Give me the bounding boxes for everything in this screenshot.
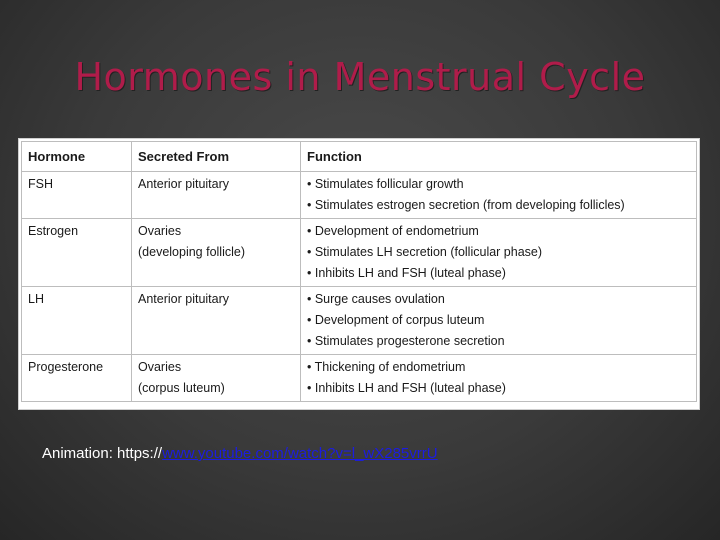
table-row-fsh — [22, 172, 697, 219]
hormone-table — [21, 141, 697, 402]
cell-hormone — [22, 172, 132, 219]
column-header-function: Function — [301, 142, 697, 172]
cell-source — [132, 355, 301, 402]
animation-caption — [42, 445, 438, 462]
cell-source — [132, 172, 301, 219]
hormone-name: Estrogen — [28, 224, 79, 238]
hormone-name: FSH — [28, 177, 53, 191]
source-line: (corpus luteum) — [138, 381, 225, 395]
function-line: • Surge causes ovulation — [307, 292, 445, 306]
hormone-table-panel — [18, 138, 700, 410]
function-line: • Stimulates LH secretion (follicular phase) — [307, 245, 543, 259]
cell-source — [132, 287, 301, 355]
cell-source — [132, 219, 301, 287]
source-line: Anterior pituitary — [138, 177, 230, 191]
table-row-progesterone — [22, 355, 697, 402]
function-line: • Stimulates estrogen secretion (from developing follicles) — [307, 198, 625, 212]
slide-title: Hormones in Menstrual Cycle — [74, 55, 646, 99]
function-line: • Thickening of endometrium — [307, 360, 466, 374]
function-line: • Development of endometrium — [307, 224, 479, 238]
cell-function — [301, 219, 697, 287]
source-line: Ovaries — [138, 224, 182, 238]
cell-function — [301, 172, 697, 219]
caption-prefix: Animation: https:// — [42, 445, 163, 462]
function-line: • Stimulates progesterone secretion — [307, 334, 505, 348]
column-header-secreted-from: Secreted From — [132, 142, 301, 172]
function-line: • Inhibits LH and FSH (luteal phase) — [307, 381, 506, 395]
cell-hormone — [22, 287, 132, 355]
youtube-link[interactable]: www.youtube.com/watch?v=l_wX285vrrU — [162, 445, 438, 462]
hormone-name: LH — [28, 292, 44, 306]
function-line: • Inhibits LH and FSH (luteal phase) — [307, 266, 506, 280]
cell-hormone — [22, 355, 132, 402]
cell-function — [301, 355, 697, 402]
hormone-name: Progesterone — [28, 360, 104, 374]
function-line: • Stimulates follicular growth — [307, 177, 464, 191]
table-row-lh — [22, 287, 697, 355]
function-line: • Development of corpus luteum — [307, 313, 485, 327]
table-header-row — [22, 142, 697, 172]
source-line: Ovaries — [138, 360, 182, 374]
table-row-estrogen — [22, 219, 697, 287]
column-header-hormone: Hormone — [22, 142, 132, 172]
source-line: (developing follicle) — [138, 245, 246, 259]
cell-hormone — [22, 219, 132, 287]
cell-function — [301, 287, 697, 355]
source-line: Anterior pituitary — [138, 292, 230, 306]
